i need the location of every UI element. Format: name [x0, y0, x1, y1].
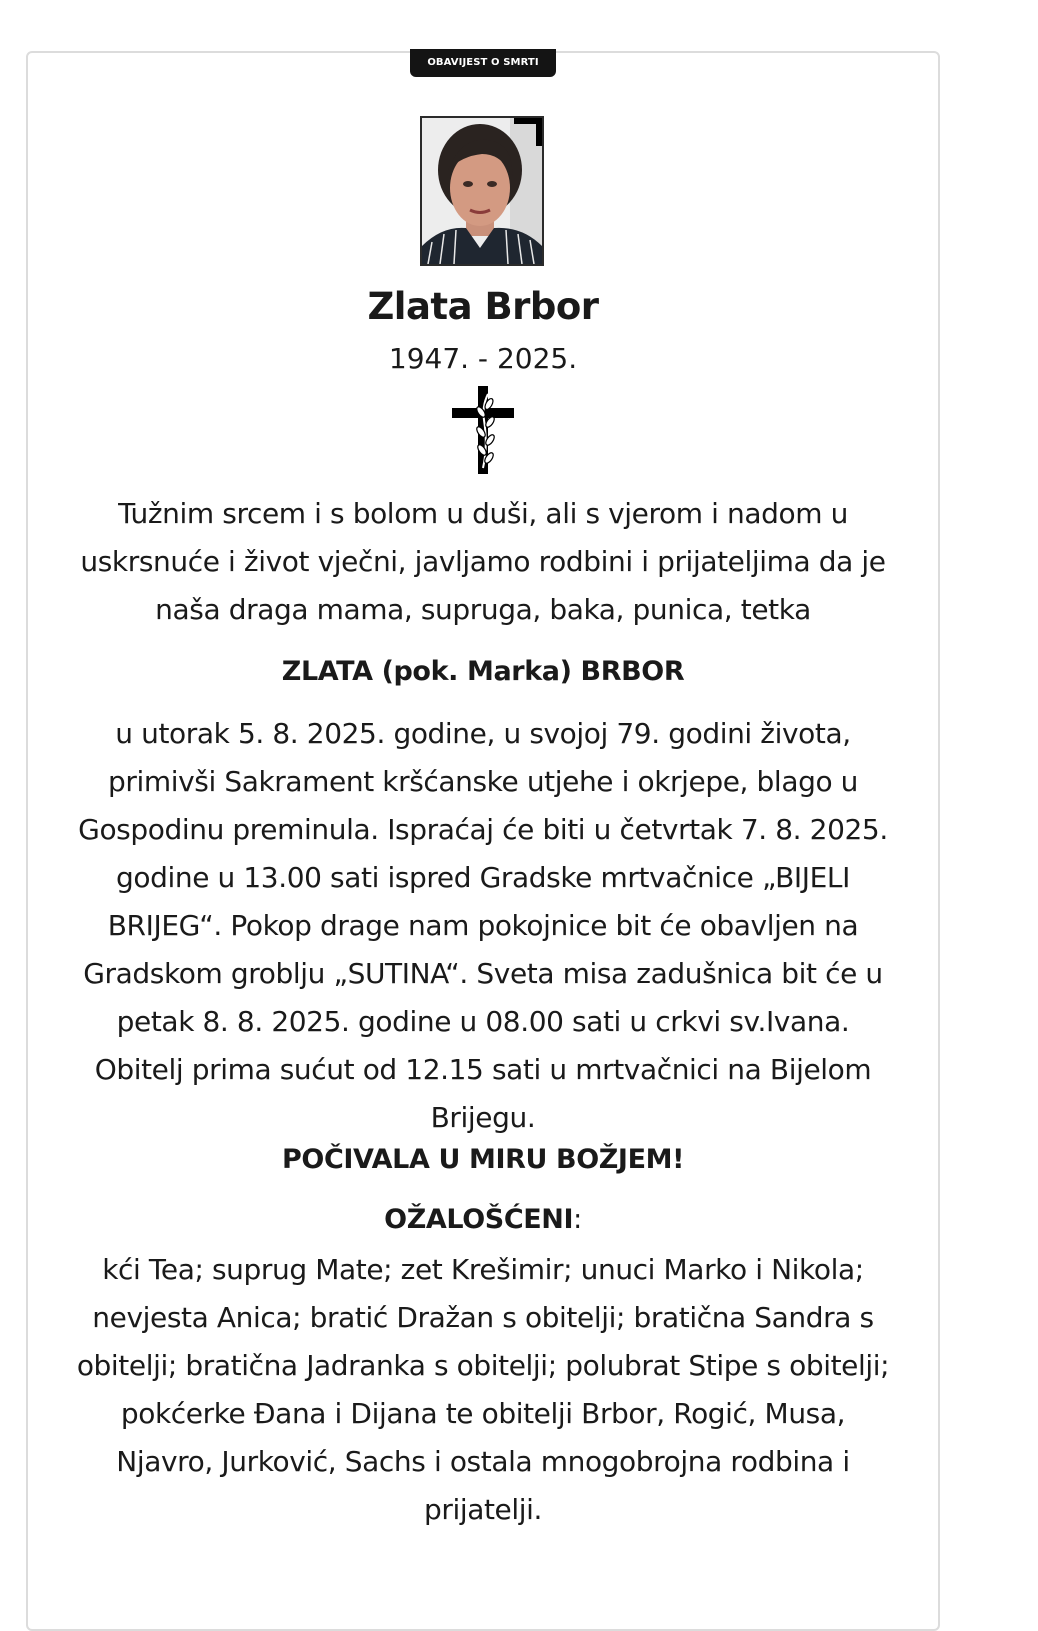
intro-paragraph: Tužnim srcem i s bolom u duši, ali s vjerom i nadom u uskrsnuće i život vječni, javljamo rodbini i prijateljima da je naša draga mama, supruga, baka, punica, tetka	[80, 497, 886, 626]
mourners-heading-label: OŽALOŠĆENI	[384, 1204, 574, 1235]
portrait-photo	[420, 116, 544, 266]
mourners-heading	[72, 1198, 894, 1242]
mourners-list: kći Tea; suprug Mate; zet Krešimir; unuci Marko i Nikola; nevjesta Anica; bratić Dražan s obitelji; bratična Sandra s obitelji; bratična Jadranka s obitelji; polubrat Stipe s obitelji; pokćerke Đana i Dijana te obitelji Brbor, Rogić, Musa, Njavro, Jurković, Sachs i ostala mnogobrojna rodbina i prijatelji.	[76, 1253, 890, 1526]
details-paragraph: u utorak 5. 8. 2025. godine, u svojoj 79. godini života, primivši Sakrament kršćanske utjehe i okrjepe, blago u Gospodinu preminula. Ispraćaj će biti u četvrtak 7. 8. 2025. godine u 13.00 sati ispred Gradske mrtvačnice „BIJELI BRIJEG“. Pokop drage nam pokojnice bit će obavljen na Gradskom groblju „SUTINA“. Sveta misa zadušnica bit će u petak 8. 8. 2025. godine u 08.00 sati u crkvi sv.Ivana. Obitelj prima sućut od 12.15 sati u mrtvačnici na Bijelom Brijegu.	[78, 717, 888, 1134]
deceased-name: Zlata Brbor	[367, 285, 599, 328]
rest-in-peace-line: POČIVALA U MIRU BOŽJEM!	[282, 1144, 684, 1175]
cross-icon	[452, 386, 514, 474]
notice-type-badge: OBAVIJEST O SMRTI	[410, 49, 556, 77]
mourners-heading-colon: :	[573, 1204, 582, 1235]
full-name-heading: ZLATA (pok. Marka) BRBOR	[281, 656, 685, 687]
life-years: 1947. - 2025.	[388, 342, 578, 375]
